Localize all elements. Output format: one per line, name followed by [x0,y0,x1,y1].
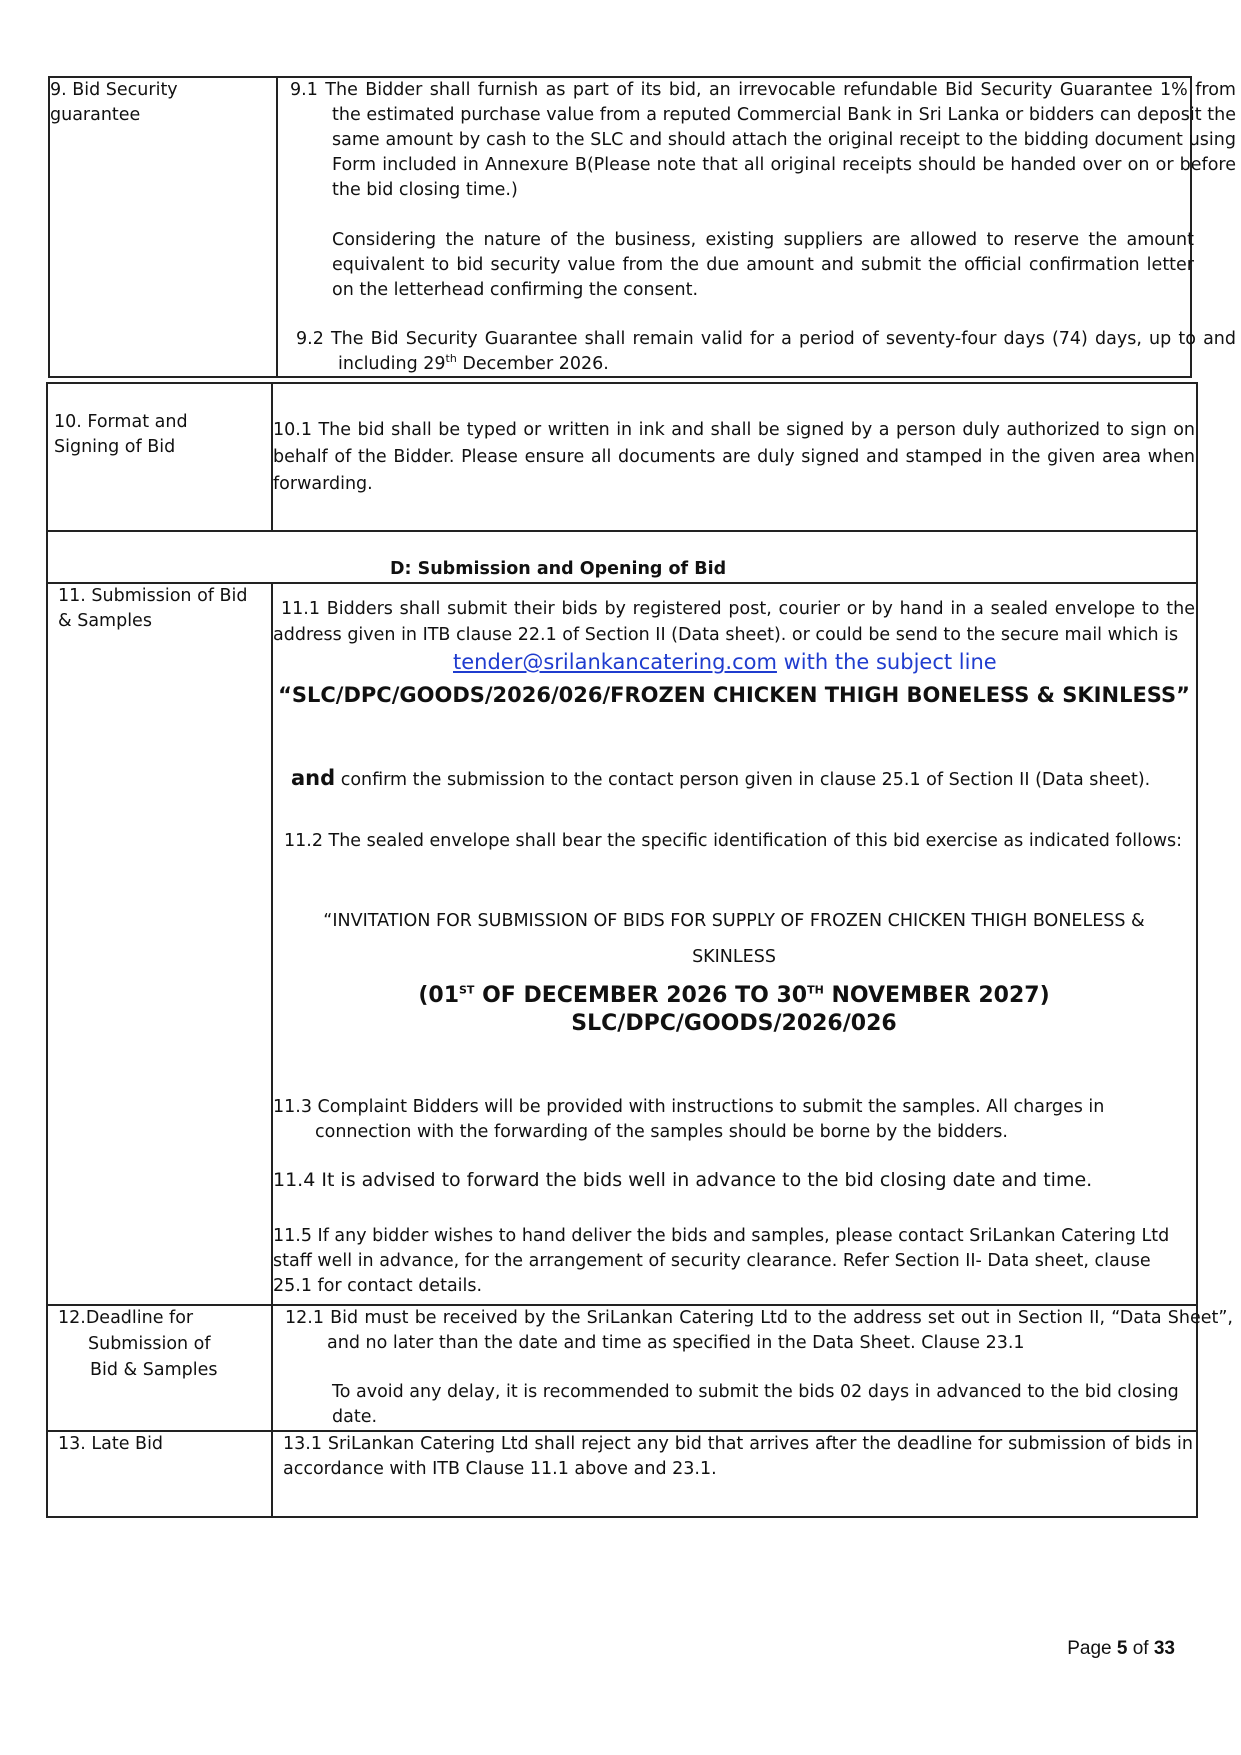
clause-9-1 [290,78,1236,203]
clause-12-1: 12.1 Bid must be received by the SriLankan Catering Ltd to the address set out in Section II, “Data Sheet”, and no later than the date and time as specified in the Data Sheet. Clause 23.1 [285,1308,1233,1353]
clause-9-2-sup: th [445,352,457,366]
invitation-line-2: SKINLESS [692,947,776,967]
clause-11-5: 11.5 If any bidder wishes to hand deliver the bids and samples, please contact SriLankan Catering Ltd staff well in advance, for the arrangement of security clearance. Refer Section II- Data sheet, clause 25.1 for contact details. [273,1226,1170,1296]
confirm-line [291,766,1150,793]
section-12-label-2: Submission of [88,1334,211,1354]
invitation-line-1: “INVITATION FOR SUBMISSION OF BIDS FOR SUPPLY OF FROZEN CHICKEN THIGH BONELESS & [323,911,1145,931]
period-sup-1: ST [459,983,475,997]
confirm-text: confirm the submission to the contact person given in clause 25.1 of Section II (Data sheet). [335,770,1151,790]
tender-reference: SLC/DPC/GOODS/2026/026 [571,1011,897,1036]
clause-11-3: 11.3 Complaint Bidders will be provided with instructions to submit the samples. All charges in connection with the forwarding of the samples should be borne by the bidders. [273,1097,1105,1142]
clause-11-4: 11.4 It is advised to forward the bids well in advance to the bid closing date and time. [273,1169,1093,1191]
total-pages: 33 [1153,1638,1175,1659]
page-word: Page [1067,1638,1117,1659]
clause-9-1-number: 9.1 [290,80,318,100]
email-link[interactable]: tender@srilankancatering.com [453,650,777,674]
section-10-bottom [46,530,1198,532]
clause-10-1: 10.1 The bid shall be typed or written in ink and shall be signed by a person duly authorized to sign on behalf of the Bidder. Please ensure all documents are duly signed and stamped in the given area when forwarding. [273,420,1195,494]
contract-period [273,982,1195,1010]
section-d-heading: D: Submission and Opening of Bid [390,559,727,579]
period-middle: OF DECEMBER 2026 TO 30 [474,983,808,1008]
email-line [453,650,997,675]
clause-9-2 [296,327,1236,377]
clause-11-1-text: 11.1 Bidders shall submit their bids by registered post, courier or by hand in a sealed envelope to the address given in ITB clause 22.1 of Section II (Data sheet). or could be send to the secure mail which is [273,599,1195,645]
clause-12-2: To avoid any delay, it is recommended to submit the bids 02 days in advanced to the bid closing date. [332,1382,1179,1427]
section-9-divider [276,76,278,378]
clause-9-1-note: Considering the nature of the business, existing suppliers are allowed to reserve the amount equivalent to bid security value from the due amount and submit the official confirmation letter on the letterhead confirming the consent. [332,230,1194,300]
section-10-label: 10. Format and Signing of Bid [54,412,188,457]
section-12-label-1: 12.Deadline for [58,1308,194,1328]
and-word: and [291,766,336,790]
period-start: (01 [418,983,459,1008]
clause-9-1-text: The Bidder shall furnish as part of its bid, an irrevocable refundable Bid Security Guarantee 1% from the estimated purchase value from a reputed Commercial Bank in Sri Lanka or bidders can deposit the same amount by cash to the SLC and should attach the original receipt to the bidding document using Form included in Annexure B(Please note that all original receipts should be handed over on or before the bid closing time.) [325,80,1236,200]
section-9-label: 9. Bid Security guarantee [50,80,178,125]
clause-9-2-text: 9.2 The Bid Security Guarantee shall remain valid for a period of seventy-four days (74) days, up to and including 29 [296,329,1236,374]
sections-11-13-divider [271,582,273,1518]
section-12-label-3: Bid & Samples [90,1360,218,1380]
section-11-label: 11. Submission of Bid & Samples [58,586,248,631]
clause-11-2: 11.2 The sealed envelope shall bear the specific identification of this bid exercise as indicated follows: [284,831,1183,851]
subject-line-text: with the subject line [776,650,997,674]
page-number [1067,1636,1175,1661]
clause-11-1 [273,596,1195,648]
subject-reference: “SLC/DPC/GOODS/2026/026/FROZEN CHICKEN THIGH BONELESS & SKINLESS” [278,683,1190,707]
period-sup-2: TH [807,983,824,997]
clause-13-1: 13.1 SriLankan Catering Ltd shall reject any bid that arrives after the deadline for submission of bids in accordance with ITB Clause 11.1 above and 23.1. [283,1434,1193,1479]
period-end: NOVEMBER 2027) [823,983,1050,1008]
current-page: 5 [1116,1638,1128,1659]
of-word: of [1127,1638,1154,1659]
section-13-label: 13. Late Bid [58,1434,164,1454]
clause-9-2-date: December 2026. [456,354,609,374]
